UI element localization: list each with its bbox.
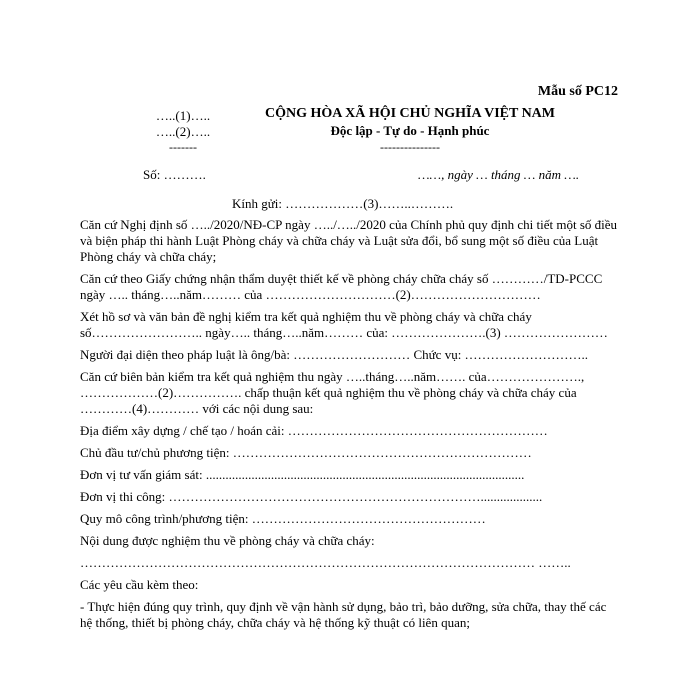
motto-rule: --------------- <box>380 140 440 154</box>
construction-location: Địa điểm xây dựng / chế tạo / hoán cải: …………………………………………………… <box>80 423 548 438</box>
requirements-label: Các yêu cầu kèm theo: <box>80 577 199 592</box>
document-date: ……, ngày … tháng … năm …. <box>418 167 580 182</box>
project-scale: Quy mô công trình/phương tiện: ……………………………………………… <box>80 511 486 526</box>
form-code: Mẫu số PC12 <box>537 84 618 99</box>
legal-basis-certificate: Căn cứ theo Giấy chứng nhận thẩm duyệt thiết kế về phòng cháy chữa cháy số …………/TD-PCCC ngày ….. tháng…..năm……… của …………………………(2)………………………… <box>80 271 603 302</box>
document-body <box>80 217 618 631</box>
agency-rule: ------- <box>169 140 197 154</box>
inspection-record: Căn cứ biên bản kiểm tra kết quả nghiệm thu ngày …..tháng…..năm……. của…………………., ………………(2)……………. chấp thuận kết quả nghiệm thu về phòng cháy và chữa cháy của …………(4)………… với các nội dung sau: <box>80 369 585 416</box>
construction-unit: Đơn vị thi công: ………………………………………………………………................... <box>80 489 543 504</box>
acceptance-content-label: Nội dung được nghiệm thu về phòng cháy và chữa cháy: <box>80 533 375 548</box>
recipient-line: Kính gửi: ………………(3)……..………. <box>232 196 454 211</box>
supervision-consultant: Đơn vị tư vấn giám sát: .................................................................................................. <box>80 467 525 482</box>
legal-basis-decree: Căn cứ Nghị định số …../2020/NĐ-CP ngày …../…../2020 của Chính phủ quy định chi tiết một số điều và biện pháp thi hành Luật Phòng cháy và chữa cháy và Luật sửa đổi, bổ sung một số điều của Luật Phòng cháy và chữa cháy; <box>80 217 618 264</box>
agency-line-1: …..(1)….. <box>155 108 211 123</box>
acceptance-content-blank: …………………………………………………………………………………………… …….. <box>80 555 571 570</box>
legal-representative: Người đại diện theo pháp luật là ông/bà: ……………………… Chức vụ: ……………………….. <box>80 347 589 362</box>
nation-name: CỘNG HÒA XÃ HỘI CHỦ NGHĨA VIỆT NAM <box>264 106 555 121</box>
agency-line-2: …..(2)….. <box>155 124 211 139</box>
motto: Độc lập - Tự do - Hạnh phúc <box>330 123 490 138</box>
dossier-review: Xét hồ sơ và văn bản đề nghị kiểm tra kết quả nghiệm thu về phòng cháy và chữa cháy số…………………….. ngày….. tháng…..năm……… của: ………………….(3) …………………… <box>80 309 608 340</box>
investor: Chủ đầu tư/chủ phương tiện: …………………………………………………………… <box>80 445 532 460</box>
document-number: Số: ………. <box>143 167 206 182</box>
requirement-item-1: - Thực hiện đúng quy trình, quy định về vận hành sử dụng, bảo trì, bảo dưỡng, sửa chữa, thay thế các hệ thống, thiết bị phòng cháy, chữa cháy và hệ thống kỹ thuật có liên quan; <box>80 599 607 630</box>
